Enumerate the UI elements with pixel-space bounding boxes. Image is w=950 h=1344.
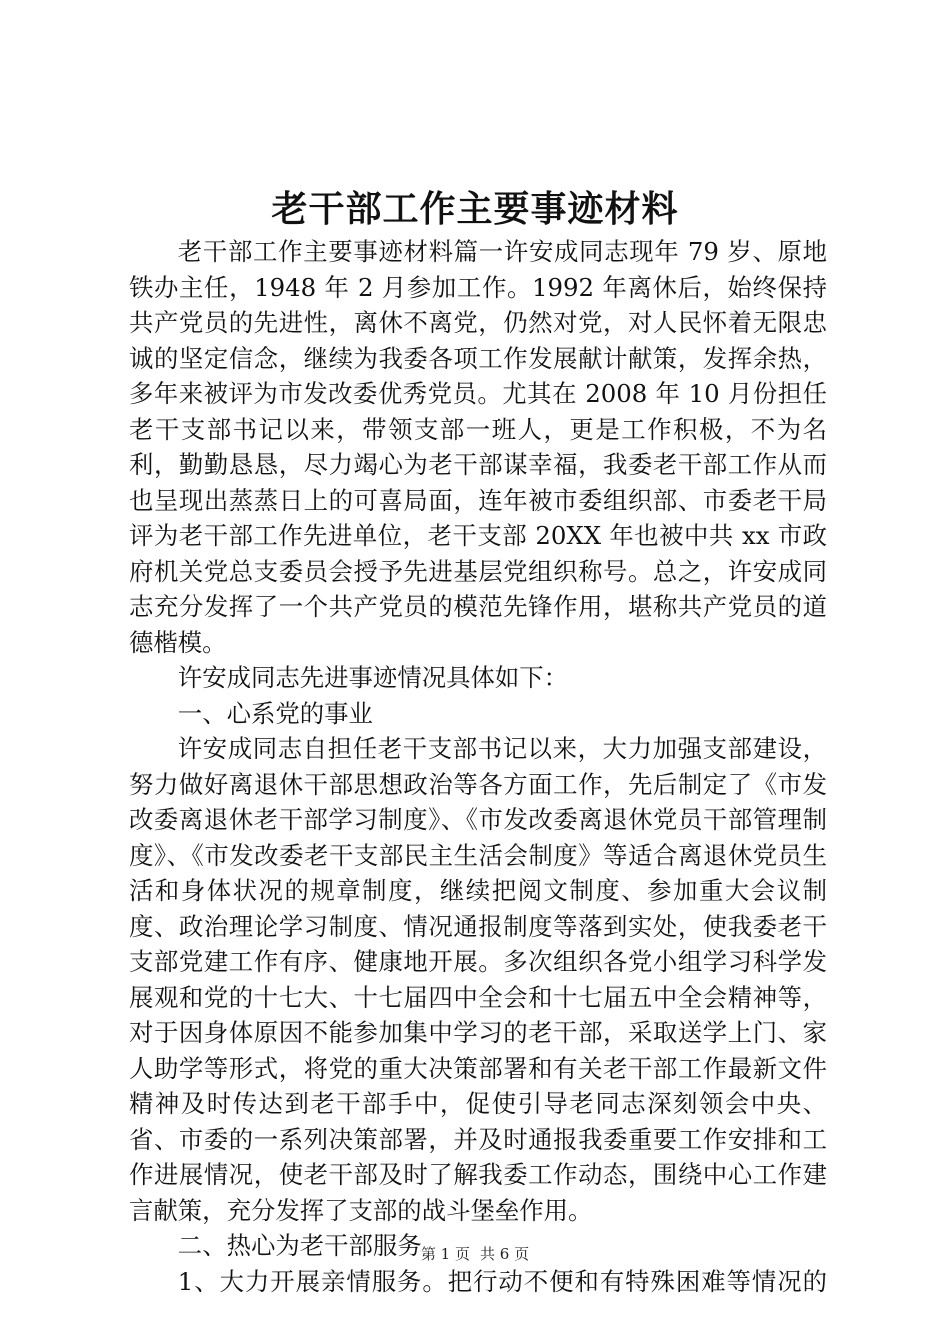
section-heading-1: 一、心系党的事业 — [177, 698, 373, 728]
paragraph-section-1: 许安成同志自担任老干支部书记以来，大力加强支部建设，努力做好离退休干部思想政治等各方面工作，先后制定了《市发改委离退休老干部学习制度》、《市发改委离退休党员干部管理制度》、《市发改委老干支部民主生活会制度》等适合离退休党员生活和身体状况的规章制度，继续把阅文制度、参加重大会议制度、政治理论学习制度、情况通报制度等落到实处，使我委老干支部党建工作有序、健康地开展。多次组织各党小组学习科学发展观和党的十七大、十七届四中全会和十七届五中全会精神等，对于因身体原因不能参加集中学习的老干部，采取送学上门、家人助学等形式，将党的重大决策部署和有关老干部工作最新文件精神及时传达到老干部手中，促使引导老同志深刻领会中央、省、市委的一系列决策部署，并及时通报我委重要工作安排和工作进展情况，使老干部及时了解我委工作动态，围绕中心工作建言献策，充分发挥了支部的战斗堡垒作用。 — [129, 734, 827, 1225]
paragraph-section-2-item-1: 1、大力开展亲情服务。把行动不便和有特殊困难等情况的 — [177, 1266, 827, 1296]
page-total: 共 6 页 — [480, 1245, 530, 1263]
paragraph-summary-lead: 许安成同志先进事迹情况具体如下： — [177, 663, 569, 692]
page-footer — [0, 1244, 950, 1264]
section-heading-2: 二、热心为老干部服务 — [177, 1231, 422, 1260]
document-title: 老干部工作主要事迹材料 — [271, 188, 679, 230]
document-body — [129, 234, 827, 1299]
paragraph-intro: 老干部工作主要事迹材料篇一许安成同志现年 79 岁、原地铁办主任，1948 年 2 月参加工作。1992 年离休后，始终保持共产党员的先进性，离休不离党，仍然对党，对人民怀着无限忠诚的坚定信念，继续为我委各项工作发展献计献策，发挥余热，多年来被评为市发改委优秀党员。尤其在 2008 年 10 月份担任老干支部书记以来，带领支部一班人，更是工作积极，不为名利，勤勤恳恳，尽力竭心为老干部谋幸福，我委老干部工作从而也呈现出蒸蒸日上的可喜局面，连年被市委组织部、市委老干局评为老干部工作先进单位，老干支部 20XX 年也被中共 xx 市政府机关党总支委员会授予先进基层党组织称号。总之，许安成同志充分发挥了一个共产党员的模范先锋作用，堪称共产党员的道德楷模。 — [129, 237, 827, 657]
page-number: 第 1 页 — [420, 1245, 470, 1263]
